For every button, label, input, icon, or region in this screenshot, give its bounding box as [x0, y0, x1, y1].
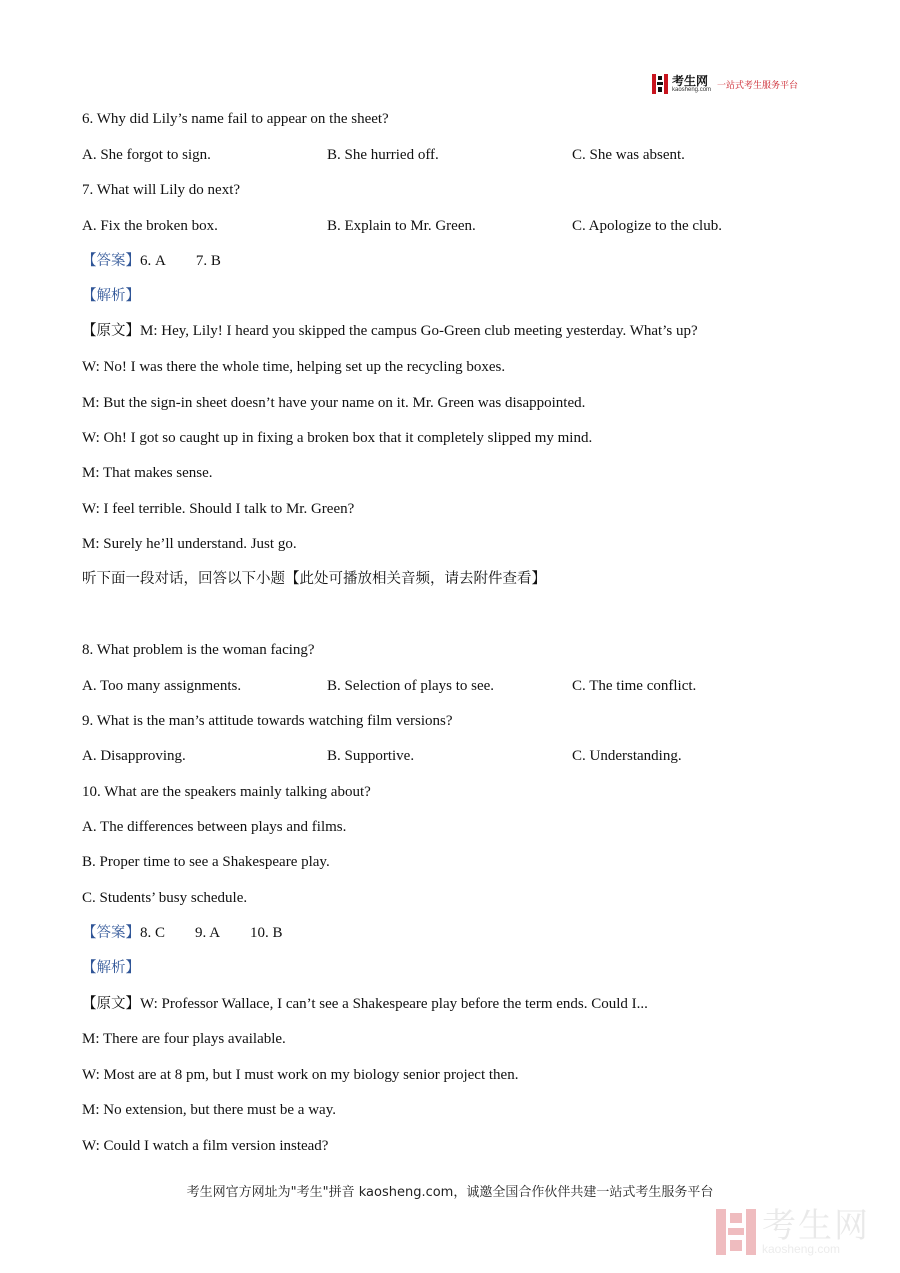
transcript-2-line: W: Could I watch a film version instead? [82, 1138, 329, 1154]
analysis-tag: 【解析】 [82, 960, 140, 976]
answer-tag: 【答案】 [82, 925, 140, 941]
question-8-option-b: B. Selection of plays to see. [327, 678, 495, 694]
analysis-tag: 【解析】 [82, 288, 140, 304]
kaosheng-watermark-icon [716, 1209, 756, 1255]
question-6-option-c: C. She was absent. [572, 147, 685, 163]
question-8-option-a: A. Too many assignments. [82, 678, 242, 694]
kaosheng-logo-icon [652, 74, 668, 94]
answer-block-1 [82, 251, 221, 271]
transcript-1-line-0: M: Hey, Lily! I heard you skipped the campus Go-Green club meeting yesterday. What’s up? [140, 323, 698, 339]
transcript-2-first-line [82, 994, 648, 1014]
header-logo [652, 72, 822, 96]
listening-instruction: 听下面一段对话，回答以下小题【此处可播放相关音频，请去附件查看】 [82, 571, 546, 587]
transcript-tag: 【原文】 [82, 323, 140, 339]
analysis-block-1 [82, 286, 140, 306]
transcript-2-line-0: W: Professor Wallace, I can’t see a Shakespeare play before the term ends. Could I... [140, 996, 648, 1012]
logo-domain: kaosheng.com [672, 87, 712, 93]
transcript-1-line: W: Oh! I got so caught up in fixing a broken box that it completely slipped my mind. [82, 430, 593, 446]
question-9-option-c: C. Understanding. [572, 748, 682, 764]
question-6-stem: 6. Why did Lily’s name fail to appear on the sheet? [82, 111, 389, 127]
question-10-stem: 10. What are the speakers mainly talking about? [82, 784, 371, 800]
answer-block-2 [82, 923, 283, 943]
analysis-block-2 [82, 958, 140, 978]
answer-6: 6. A [140, 253, 166, 269]
transcript-1-line: W: No! I was there the whole time, helping set up the recycling boxes. [82, 359, 506, 375]
answer-tag: 【答案】 [82, 253, 140, 269]
watermark-name: 考生网 [762, 1206, 870, 1246]
watermark [716, 1206, 886, 1258]
answer-7: 7. B [195, 253, 221, 269]
question-8-option-c: C. The time conflict. [572, 678, 697, 694]
question-7-option-b: B. Explain to Mr. Green. [327, 218, 476, 234]
question-9-stem: 9. What is the man’s attitude towards watching film versions? [82, 713, 453, 729]
question-9-option-b: B. Supportive. [327, 748, 415, 764]
header-slogan: 一站式考生服务平台 [717, 80, 799, 91]
answer-10: 10. B [250, 925, 283, 941]
question-6-option-a: A. She forgot to sign. [82, 147, 211, 163]
question-7-stem: 7. What will Lily do next? [82, 182, 241, 198]
watermark-domain: kaosheng.com [762, 1242, 841, 1256]
question-9-option-a: A. Disapproving. [82, 748, 186, 764]
question-10-option-a: A. The differences between plays and films. [82, 819, 347, 835]
transcript-1-line: M: But the sign-in sheet doesn’t have your name on it. Mr. Green was disappointed. [82, 395, 586, 411]
transcript-1-line: M: That makes sense. [82, 465, 213, 481]
transcript-2-line: M: There are four plays available. [82, 1031, 286, 1047]
transcript-2-line: M: No extension, but there must be a way. [82, 1102, 336, 1118]
question-8-stem: 8. What problem is the woman facing? [82, 642, 315, 658]
footer-notice: 考生网官方网址为"考生"拼音 kaosheng.com，诚邀全国合作伙伴共建一站式考生服务平台 [186, 1185, 714, 1200]
answer-8: 8. C [140, 925, 166, 941]
question-7-option-c: C. Apologize to the club. [572, 218, 722, 234]
transcript-1-first-line [82, 321, 698, 341]
logo-name: 考生网 [672, 74, 709, 88]
question-10-option-c: C. Students’ busy schedule. [82, 890, 248, 906]
question-7-option-a: A. Fix the broken box. [82, 218, 218, 234]
transcript-1-line: W: I feel terrible. Should I talk to Mr. Green? [82, 501, 355, 517]
question-10-option-b: B. Proper time to see a Shakespeare play. [82, 854, 330, 870]
transcript-2-line: W: Most are at 8 pm, but I must work on my biology senior project then. [82, 1067, 519, 1083]
transcript-1-line: M: Surely he’ll understand. Just go. [82, 536, 297, 552]
transcript-tag: 【原文】 [82, 996, 140, 1012]
answer-9: 9. A [195, 925, 221, 941]
question-6-option-b: B. She hurried off. [327, 147, 439, 163]
